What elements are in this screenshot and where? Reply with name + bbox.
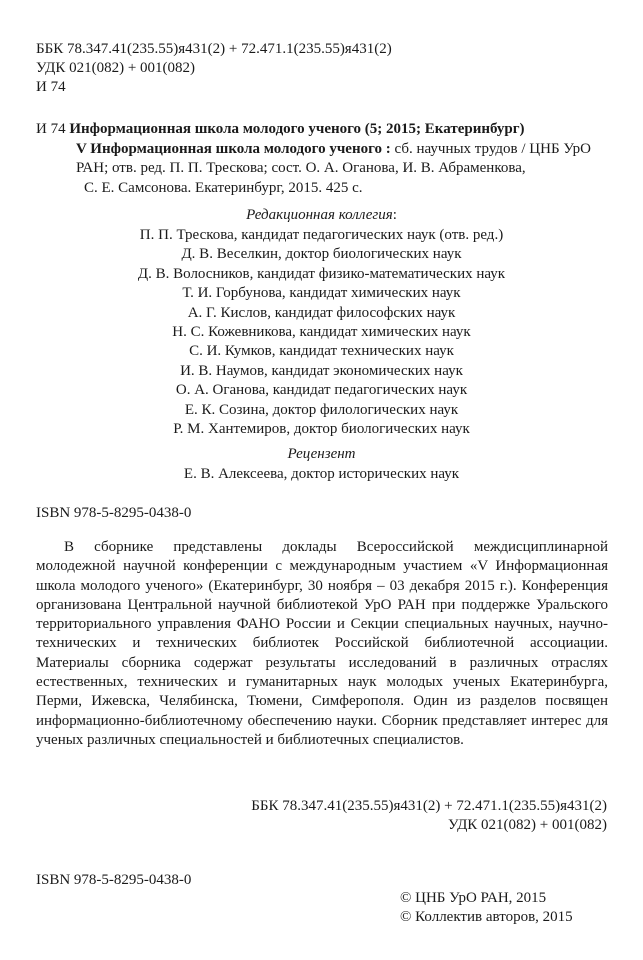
bib-row-4: С. Е. Самсонова. Екатеринбург, 2015. 425 с.	[84, 179, 363, 196]
bibliographic-record	[36, 120, 608, 198]
copyright-block	[400, 889, 573, 927]
editorial-board-member: П. П. Трескова, кандидат педагогических наук (отв. ред.)	[139, 227, 504, 243]
author-mark: И 74	[36, 79, 66, 95]
footer-bbk: ББК 78.347.41(235.55)я431(2) + 72.471.1(235.55)я431(2)	[251, 798, 607, 814]
editorial-board-member: Т. И. Горбунова, кандидат химических наук	[182, 285, 461, 302]
footer-isbn: ISBN 978-5-8295-0438-0	[36, 872, 192, 888]
bib-title-row	[36, 120, 608, 140]
editorial-board-list	[0, 226, 643, 439]
editorial-board-member: И. В. Наумов, кандидат экономических наук	[180, 362, 463, 379]
bib-row-3: РАН; отв. ред. П. П. Трескова; сост. О. А. Оганова, И. В. Абраменкова,	[76, 160, 526, 176]
editorial-board-member: А. Г. Кислов, кандидат философских наук	[187, 304, 456, 321]
bbk-code: ББК 78.347.41(235.55)я431(2) + 72.471.1(235.55)я431(2)	[36, 41, 392, 57]
abstract-text: В сборнике представлены доклады Всероссийской междисциплинарной молодежной научной конференции с международным участием «V Информационная школа молодого ученого» (Екатеринбург, 30 ноября – 03 декабря 2015 г.). Конференция организована Центральной научной библиотекой УрО РАН при поддержке Уральского территориального управления ФАНО России и Секции специальных научных, научно-технических и технических библиотек Российской библиотечной ассоциации. Материалы сборника содержат результаты исследований в различных отраслях естественных, технических и гуманитарных наук молодых ученых Екатеринбурга, Перми, Ижевска, Челябинска, Тюмени, Симферополя. Один из разделов посвящен информационно-библиотечному обеспечению науки. Сборник представляет интерес для ученых различных специальностей и библиотечных специалистов.	[36, 539, 608, 748]
footer-udk: УДК 021(082) + 001(082)	[447, 817, 607, 833]
reviewer-name: Е. В. Алексеева, доктор исторических наук	[183, 466, 460, 482]
classification-codes	[36, 40, 392, 97]
bib-collection-title: V Информационная школа молодого ученого :	[76, 140, 391, 157]
bib-row-2	[36, 140, 608, 160]
editorial-board-member: С. И. Кумков, кандидат технических наук	[189, 343, 454, 360]
editorial-board-member: Н. С. Кожевникова, кандидат химических наук	[172, 324, 471, 341]
editorial-board-title: Редакционная коллегия:	[246, 207, 397, 223]
udk-code: УДК 021(082) + 001(082)	[36, 60, 196, 76]
bib-title: Информационная школа молодого ученого (5; 2015; Екатеринбург)	[69, 121, 525, 137]
copyright-library: © ЦНБ УрО РАН, 2015	[400, 890, 547, 906]
editorial-board-member: О. А. Оганова, кандидат педагогических наук	[175, 382, 468, 399]
bib-collection-desc: сб. научных трудов / ЦНБ УрО	[390, 140, 591, 157]
footer-codes	[251, 797, 607, 835]
editorial-board-member: Д. В. Веселкин, доктор биологических наук	[181, 246, 462, 263]
editorial-board-member: Д. В. Волосников, кандидат физико-математических наук	[137, 265, 506, 282]
abstract	[36, 538, 608, 750]
isbn: ISBN 978-5-8295-0438-0	[36, 505, 192, 521]
editorial-board-member: Е. К. Созина, доктор филологических наук	[184, 401, 459, 418]
copyright-authors: © Коллектив авторов, 2015	[400, 909, 573, 925]
bib-mark: И 74	[36, 121, 66, 137]
editorial-board-member: Р. М. Хантемиров, доктор биологических наук	[173, 421, 470, 438]
reviewer-title: Рецензент	[287, 446, 356, 462]
